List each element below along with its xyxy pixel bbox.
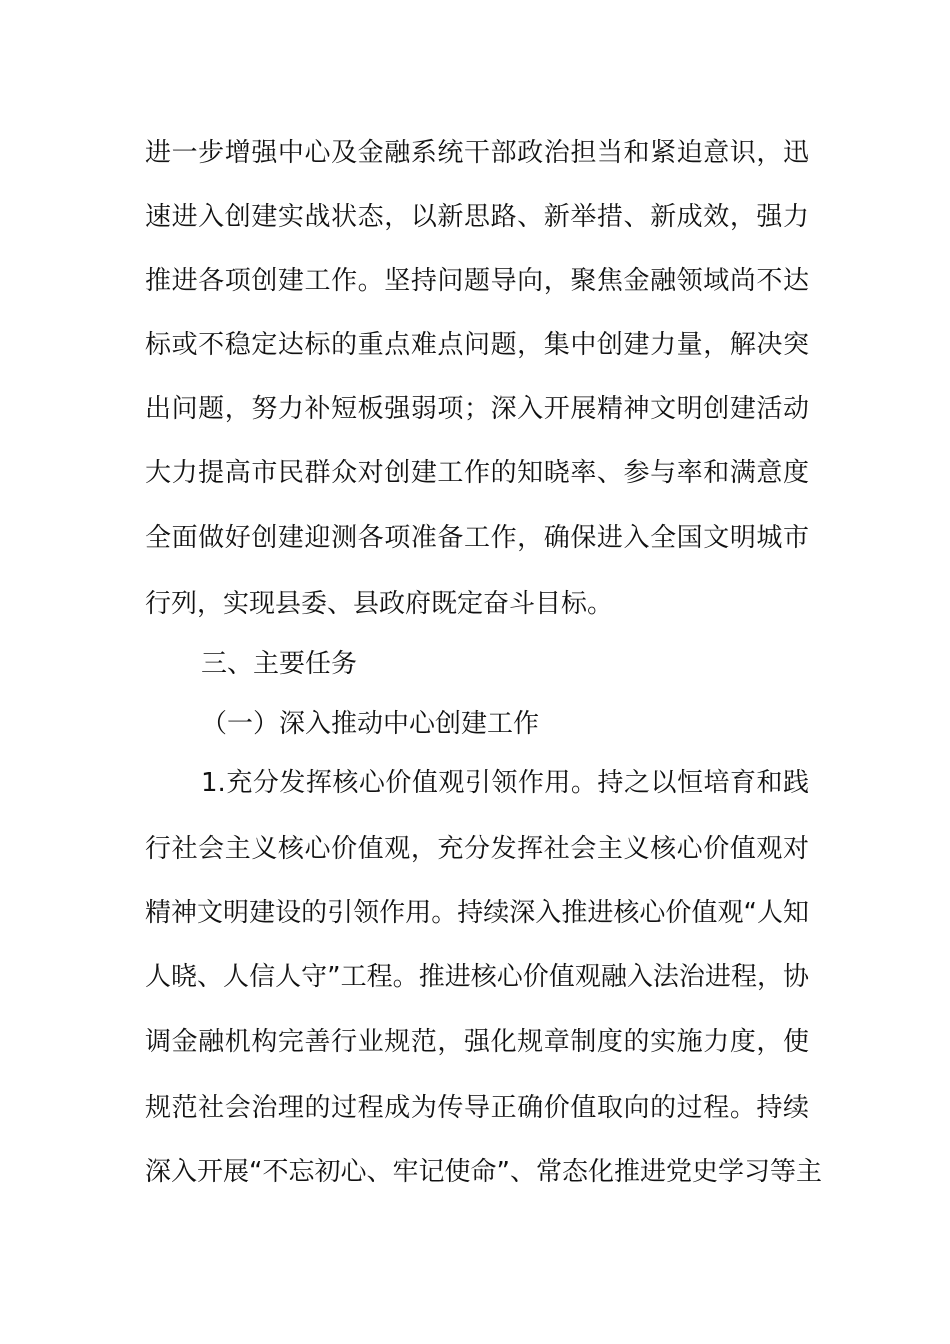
paragraph-line: 进一步增强中心及金融系统干部政治担当和紧迫意识，迅 [145, 138, 809, 168]
section-heading: 三、主要任务 [201, 649, 358, 679]
paragraph-line: 大力提高市民群众对创建工作的知晓率、参与率和满意度 [145, 458, 809, 488]
paragraph-line: 速进入创建实战状态，以新思路、新举措、新成效，强力 [145, 202, 809, 232]
paragraph-line: 全面做好创建迎测各项准备工作，确保进入全国文明城市 [145, 523, 809, 553]
paragraph-line: 调金融机构完善行业规范，强化规章制度的实施力度，使 [145, 1027, 809, 1057]
paragraph-line: 1.充分发挥核心价值观引领作用。持之以恒培育和践 [201, 768, 809, 798]
paragraph-line: 行社会主义核心价值观，充分发挥社会主义核心价值观对 [145, 834, 809, 864]
paragraph-line: 推进各项创建工作。坚持问题导向，聚焦金融领域尚不达 [145, 266, 809, 296]
paragraph-line: 精神文明建设的引领作用。持续深入推进核心价值观“人知 [145, 898, 809, 928]
paragraph-line: 人晓、人信人守”工程。推进核心价值观融入法治进程，协 [145, 962, 809, 992]
paragraph-line: 标或不稳定达标的重点难点问题，集中创建力量，解决突 [145, 330, 809, 360]
paragraph-line: 行列，实现县委、县政府既定奋斗目标。 [145, 589, 614, 619]
paragraph-line: 出问题，努力补短板强弱项；深入开展精神文明创建活动 [145, 394, 809, 424]
subsection-heading: （一）深入推动中心创建工作 [201, 709, 540, 739]
paragraph-line: 深入开展“不忘初心、牢记使命”、常态化推进党史学习等主 [145, 1157, 822, 1187]
paragraph-line: 规范社会治理的过程成为传导正确价值取向的过程。持续 [145, 1093, 809, 1123]
